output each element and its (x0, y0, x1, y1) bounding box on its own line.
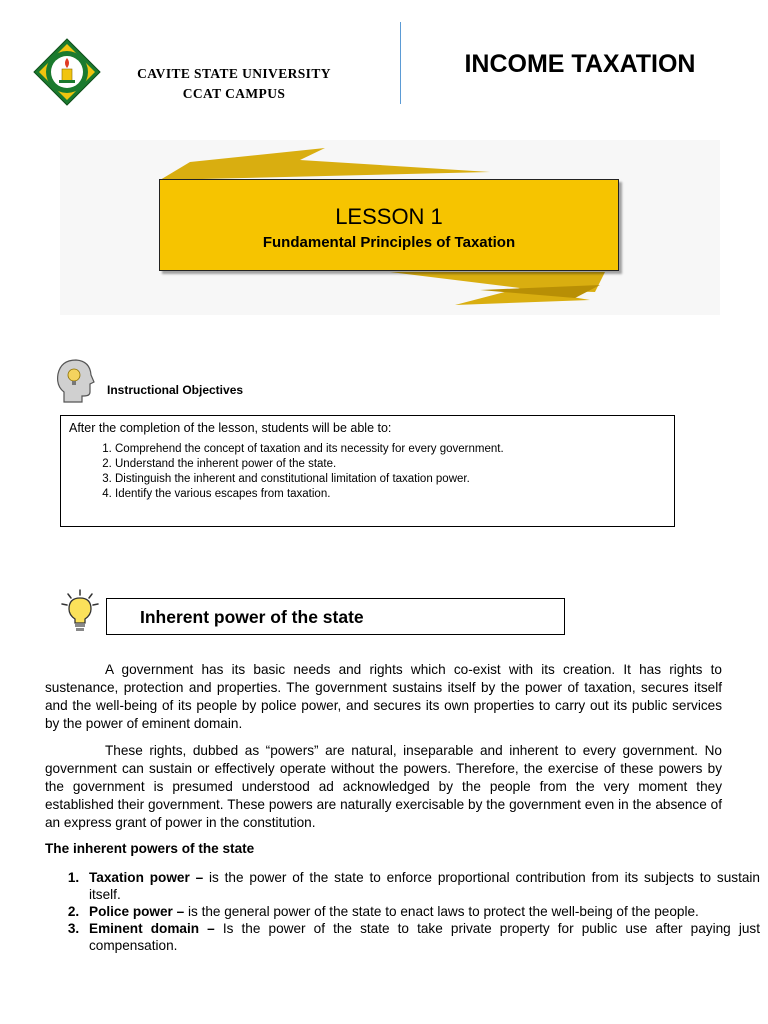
objective-item: 2. Understand the inherent power of the state. (115, 457, 504, 472)
objectives-list (91, 442, 504, 502)
university-line-2: CCAT CAMPUS (182, 86, 286, 101)
body-paragraph-1: A government has its basic needs and rights which co-exist with its creation. It has rights to sustenance, protection and properties. The government sustains itself by the power of taxation, secures itself and the well-being of its people by police power, and secures its own properties to carry out its public services by the power of eminent domain. (45, 662, 722, 731)
objective-item: 4. Identify the various escapes from taxation. (115, 487, 504, 502)
power-item (83, 903, 760, 920)
section-title: Inherent power of the state (140, 607, 364, 627)
objectives-box (60, 415, 675, 527)
power-definition: is the power of the state to enforce proportional contribution from its subjects to sustain itself. (89, 870, 760, 902)
power-definition: Is the power of the state to take private property for public use after paying just compensation. (89, 921, 760, 953)
body-paragraph-2: These rights, dubbed as “powers” are natural, inseparable and inherent to every government. No government can sustain or effectively operate without the powers. Therefore, the exercise of these powers by the government is presumed understood ad acknowledged by the people from the very moment they established their government. These powers are naturally exercisable by the government even in the absence of an express grant of power in the constitution. (45, 743, 722, 830)
university-name (105, 64, 363, 104)
lesson-title: LESSON 1 (335, 204, 443, 229)
university-line-1: CAVITE STATE UNIVERSITY (137, 66, 331, 81)
powers-heading: The inherent powers of the state (45, 841, 255, 856)
objective-item: 1. Comprehend the concept of taxation and its necessity for every government. (115, 442, 504, 457)
objectives-intro: After the completion of the lesson, students will be able to: (69, 421, 392, 435)
power-item (83, 920, 760, 954)
university-seal-icon (33, 38, 101, 106)
lesson-subtitle: Fundamental Principles of Taxation (262, 234, 516, 251)
header-divider (400, 22, 401, 104)
power-term: Eminent domain – (89, 921, 215, 936)
objective-item: 3. Distinguish the inherent and constitutional limitation of taxation power. (115, 472, 504, 487)
power-definition: is the general power of the state to enact laws to protect the well-being of the people. (184, 904, 699, 919)
power-item (83, 869, 760, 903)
head-lightbulb-icon (52, 356, 96, 406)
lesson-banner (159, 179, 619, 271)
section-heading-box (106, 598, 565, 635)
subject-title: INCOME TAXATION (464, 50, 696, 78)
power-term: Police power – (89, 904, 185, 919)
lightbulb-icon (60, 588, 100, 634)
powers-list (45, 869, 760, 954)
objectives-heading: Instructional Objectives (107, 383, 244, 397)
power-term: Taxation power – (89, 870, 204, 885)
